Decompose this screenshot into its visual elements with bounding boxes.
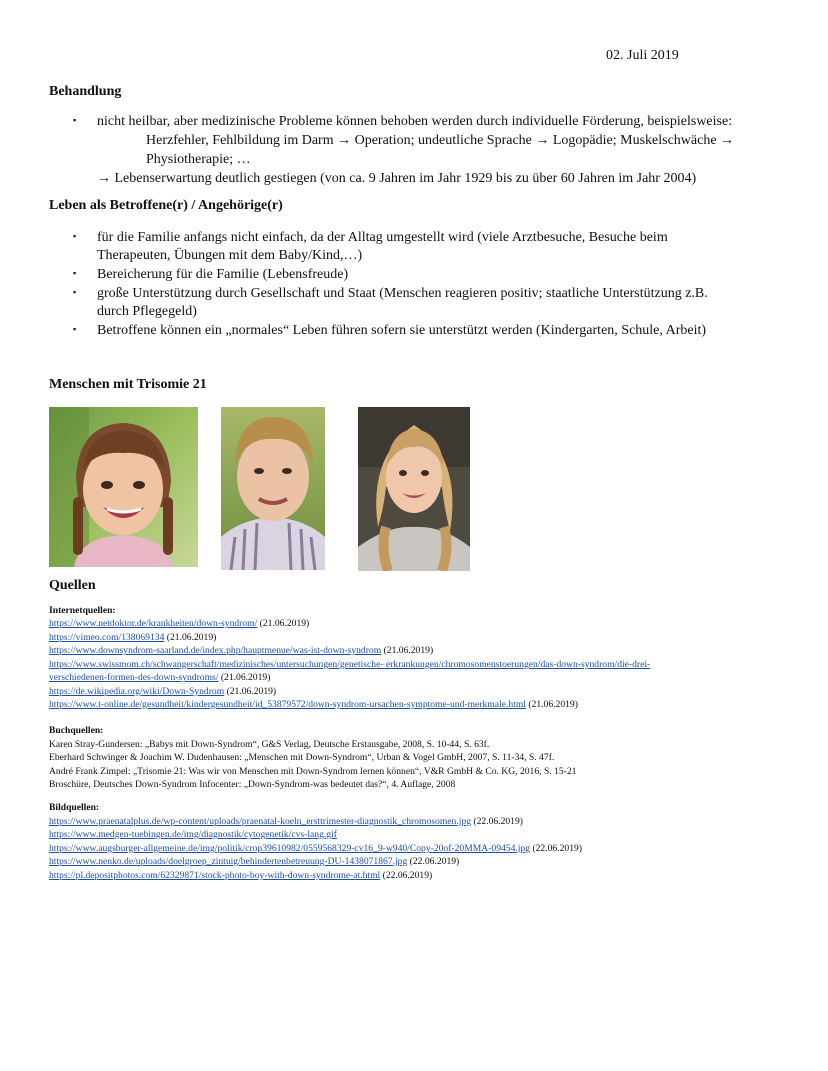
book-source-2: Eberhard Schwinger & Joachim W. Dudenhausen: „Menschen mit Down-Syndrom“, Urban & Vogel GmbH, 2007, S. 11-34, S. 47f. xyxy=(49,752,555,763)
behandlung-bullet-line3: Physiotherapie; … xyxy=(146,152,251,167)
source-link[interactable]: verschiedenen-formen-des-down-syndroms/ xyxy=(49,672,219,683)
source-link[interactable]: https://www.augsburger-allgemeine.de/img/politik/crop39610982/0559568329-cv16_9-w940/Copy-20of-20MMA-09454.jpg xyxy=(49,843,531,854)
book-source-3: André Frank Zimpel: „Trisomie 21: Was wir von Menschen mit Down-Syndrom lernen können“, V&R GmbH & Co. KG, 2016, S. 15-21 xyxy=(49,766,577,777)
access-date: (22.06.2019) xyxy=(407,856,460,867)
source-link[interactable]: https://www.praenatalplus.de/wp-content/uploads/praenatal-koeln_ersttrimester-diagnostik_chromosomen.jpg xyxy=(49,816,472,827)
document-date: 02. Juli 2019 xyxy=(606,48,679,63)
leben-item-1-line2: Therapeuten, Übungen mit dem Baby/Kind,…) xyxy=(97,248,363,263)
bildquellen-heading: Bildquellen: xyxy=(49,802,100,813)
internet-source-3 xyxy=(49,644,433,658)
source-link[interactable]: https://www.t-online.de/gesundheit/kindergesundheit/id_53879572/down-syndrom-ursachen-symptome-und-merkmale.html xyxy=(49,699,526,710)
photo-girl xyxy=(49,407,198,567)
bullet-marker: ▪ xyxy=(73,287,77,297)
book-source-1: Karen Stray-Gundersen: „Babys mit Down-Syndrom“, G&S Verlag, Deutsche Erstausgabe, 2008, S. 10-44, S. 63f. xyxy=(49,739,490,750)
access-date: (21.06.2019) xyxy=(224,686,277,697)
source-link[interactable]: https://de.wikipedia.org/wiki/Down-Syndrom xyxy=(49,686,225,697)
source-link[interactable]: https://www.nenko.de/uploads/doelgroep_zintuig/behindertenbetreuung-DU-1438071867.jpg xyxy=(49,856,408,867)
access-date: (21.06.2019) xyxy=(257,618,310,629)
bullet-marker: ▪ xyxy=(73,324,77,334)
bullet-marker: ▪ xyxy=(73,115,77,125)
source-link[interactable]: https://vimeo.com/138069134 xyxy=(49,632,165,643)
image-source-3 xyxy=(49,842,582,856)
source-link[interactable]: https://www.downsyndrom-saarland.de/index.php/hauptmenue/was-ist-down-syndrom xyxy=(49,645,382,656)
heading-menschen: Menschen mit Trisomie 21 xyxy=(49,377,207,392)
leben-item-3-line2: durch Pflegegeld) xyxy=(97,304,197,319)
access-date: (21.06.2019) xyxy=(164,632,217,643)
bullet-marker: ▪ xyxy=(73,231,77,241)
heading-leben: Leben als Betroffene(r) / Angehörige(r) xyxy=(49,198,283,213)
book-source-4: Broschüre, Deutsches Down-Syndrom Infocenter: „Down-Syndrom-was bedeutet das?“, 4. Auflage, 2008 xyxy=(49,779,456,790)
leben-item-3-line1: große Unterstützung durch Gesellschaft und Staat (Menschen reagieren positiv; staatliche Unterstützung z.B. xyxy=(97,286,708,301)
access-date: (22.06.2019) xyxy=(530,843,583,854)
buchquellen-heading: Buchquellen: xyxy=(49,725,104,736)
lebenserwartung-line: → Lebenserwartung deutlich gestiegen (von ca. 9 Jahren im Jahr 1929 bis zu über 60 Jahren im Jahr 2004) xyxy=(97,171,697,186)
internet-source-1 xyxy=(49,617,309,631)
behandlung-bullet-line1: nicht heilbar, aber medizinische Probleme können behoben werden durch individuelle Förderung, beispielsweise: xyxy=(97,114,733,129)
image-source-5 xyxy=(49,869,432,883)
source-link[interactable]: https://www.medgen-tuebingen.de/img/diagnostik/cytogenetik/cvs-lang.gif xyxy=(49,829,337,840)
access-date: (22.06.2019) xyxy=(471,816,523,827)
heading-behandlung: Behandlung xyxy=(49,84,122,99)
source-link[interactable]: https://www.swissmom.ch/schwangerschaft/medizinisches/untersuchungen/genetische- erkrankungen/chromosomenstoerungen/das-down-syndrom/die-drei- xyxy=(49,659,651,670)
internetquellen-heading: Internetquellen: xyxy=(49,605,116,616)
bullet-marker: ▪ xyxy=(73,268,77,278)
internet-source-4a xyxy=(49,658,650,672)
photo-young-man xyxy=(221,407,325,570)
behandlung-bullet-line2: Herzfehler, Fehlbildung im Darm → Operation; undeutliche Sprache → Logopädie; Muskelschwäche → xyxy=(146,133,735,148)
internet-source-5 xyxy=(49,685,276,699)
internet-source-4b xyxy=(49,671,270,685)
access-date: (21.06.2019) xyxy=(218,672,271,683)
access-date: (21.06.2019) xyxy=(381,645,434,656)
leben-item-2-line1: Bereicherung für die Familie (Lebensfreude) xyxy=(97,267,349,282)
leben-item-1-line1: für die Familie anfangs nicht einfach, da der Alltag umgestellt wird (viele Arztbesuche, Besuche beim xyxy=(97,230,668,245)
internet-source-2 xyxy=(49,631,216,645)
source-link[interactable]: https://pl.depositphotos.com/62329871/stock-photo-boy-with-down-syndrome-at.html xyxy=(49,870,381,881)
image-source-1 xyxy=(49,815,523,829)
leben-item-4-line1: Betroffene können ein „normales“ Leben führen sofern sie unterstützt werden (Kindergarten, Schule, Arbeit) xyxy=(97,323,707,338)
internet-source-6 xyxy=(49,698,578,712)
access-date: (22.06.2019) xyxy=(380,870,433,881)
image-source-2 xyxy=(49,828,337,842)
source-link[interactable]: https://www.netdoktor.de/krankheiten/down-syndrom/ xyxy=(49,618,258,629)
heading-quellen: Quellen xyxy=(49,578,96,593)
image-source-4 xyxy=(49,855,459,869)
photo-young-woman xyxy=(358,407,470,571)
access-date: (21.06.2019) xyxy=(525,699,578,710)
